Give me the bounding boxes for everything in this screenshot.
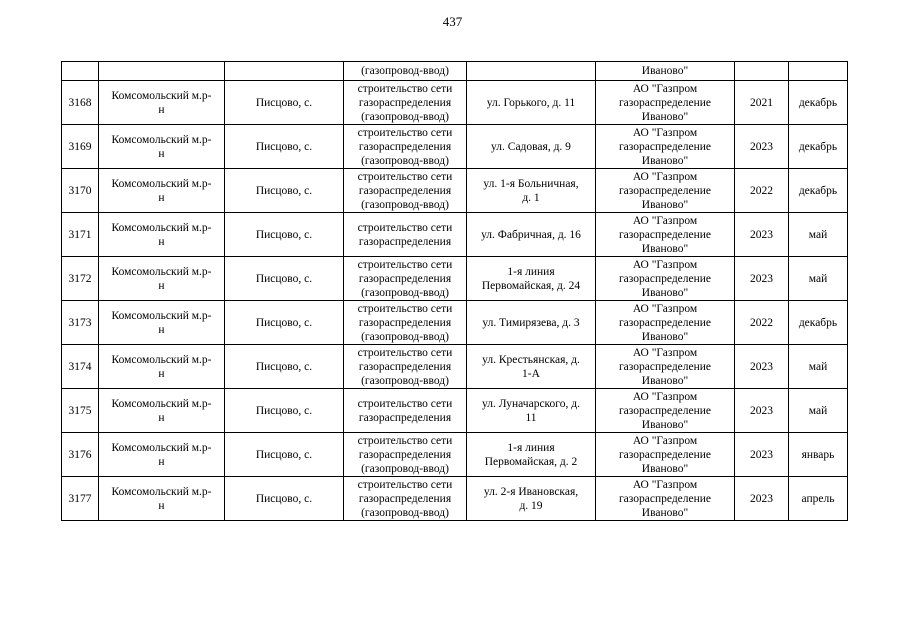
cell-org-line: газораспределение: [618, 448, 712, 461]
table-row: [62, 81, 848, 125]
cell-org-line: АО "Газпром: [632, 346, 698, 359]
cell-num: 3177: [62, 477, 99, 521]
cell-work-line: строительство сети: [357, 82, 453, 95]
cell-locality: Писцово, с.: [225, 81, 344, 125]
cell-work-line: газораспределения: [358, 492, 452, 505]
cell-district-line: н: [158, 323, 165, 336]
cell-org: [596, 169, 735, 213]
cell-org-line: АО "Газпром: [632, 214, 698, 227]
cell-district: [99, 125, 225, 169]
cell-work-line: (газопровод-ввод): [361, 462, 449, 475]
cell-year: 2023: [735, 257, 789, 301]
cell-locality: Писцово, с.: [225, 477, 344, 521]
cell-district: [99, 477, 225, 521]
cell-district-line: н: [158, 103, 165, 116]
table-row: [62, 345, 848, 389]
cell-year: 2022: [735, 301, 789, 345]
cell-work: [344, 169, 467, 213]
cell-num: 3176: [62, 433, 99, 477]
cell-address-line: ул. 2-я Ивановская,: [483, 485, 579, 498]
cell-district: [99, 169, 225, 213]
cell-address: [467, 169, 596, 213]
cell-address: [467, 345, 596, 389]
cell-work: [344, 257, 467, 301]
cell-address: [467, 81, 596, 125]
cell-work-line: (газопровод-ввод): [361, 330, 449, 343]
table-row: [62, 301, 848, 345]
cell-org: [596, 389, 735, 433]
cell-district-line: Комсомольский м.р-: [111, 221, 212, 234]
table-row: [62, 169, 848, 213]
cell-work: [344, 433, 467, 477]
cell-address: [467, 125, 596, 169]
cell-address-line: Первомайская, д. 2: [484, 455, 578, 468]
cell-month: декабрь: [789, 125, 848, 169]
cell-address: [467, 62, 596, 81]
cell-year: [735, 62, 789, 81]
cell-org-line: газораспределение: [618, 184, 712, 197]
cell-address-line: 1-я линия: [507, 441, 555, 454]
cell-locality: Писцово, с.: [225, 301, 344, 345]
cell-locality: Писцово, с.: [225, 345, 344, 389]
cell-org-line: газораспределение: [618, 316, 712, 329]
cell-district: [99, 62, 225, 81]
cell-org-line: АО "Газпром: [632, 126, 698, 139]
cell-address-line: ул. 1-я Больничная,: [483, 177, 579, 190]
cell-address-line: ул. Фабричная, д. 16: [481, 228, 581, 241]
cell-work-line: строительство сети: [357, 221, 453, 234]
cell-address-line: Первомайская, д. 24: [481, 279, 581, 292]
cell-org-line: Иваново": [641, 506, 689, 519]
continuation-row: [62, 62, 848, 81]
cell-locality: Писцово, с.: [225, 169, 344, 213]
cell-district-line: н: [158, 147, 165, 160]
cell-work-line: строительство сети: [357, 434, 453, 447]
cell-org: Иваново": [596, 62, 735, 81]
cell-org-line: Иваново": [641, 110, 689, 123]
cell-district-line: Комсомольский м.р-: [111, 353, 212, 366]
cell-num: 3173: [62, 301, 99, 345]
cell-district-line: Комсомольский м.р-: [111, 133, 212, 146]
cell-year: 2023: [735, 345, 789, 389]
cell-num: [62, 62, 99, 81]
cell-month: декабрь: [789, 301, 848, 345]
cell-district-line: Комсомольский м.р-: [111, 441, 212, 454]
cell-year: 2021: [735, 81, 789, 125]
table-row: [62, 477, 848, 521]
cell-work-line: газораспределения: [358, 316, 452, 329]
cell-month: май: [789, 213, 848, 257]
cell-work-line: строительство сети: [357, 126, 453, 139]
gas-connection-table: [61, 61, 848, 521]
cell-org: [596, 433, 735, 477]
cell-work-line: (газопровод-ввод): [361, 110, 449, 123]
cell-org-line: АО "Газпром: [632, 390, 698, 403]
cell-org-line: газораспределение: [618, 272, 712, 285]
cell-district-line: н: [158, 411, 165, 424]
cell-district-line: Комсомольский м.р-: [111, 485, 212, 498]
cell-year: 2023: [735, 433, 789, 477]
cell-work: [344, 81, 467, 125]
cell-num: 3168: [62, 81, 99, 125]
cell-work-line: газораспределения: [358, 411, 452, 424]
cell-org-line: Иваново": [641, 154, 689, 167]
cell-district-line: н: [158, 235, 165, 248]
cell-district-line: н: [158, 455, 165, 468]
cell-district: [99, 433, 225, 477]
cell-org-line: АО "Газпром: [632, 82, 698, 95]
cell-work-line: газораспределения: [358, 184, 452, 197]
cell-address-line: ул. Горького, д. 11: [486, 96, 576, 109]
cell-district-line: Комсомольский м.р-: [111, 397, 212, 410]
cell-address: [467, 213, 596, 257]
cell-district: [99, 213, 225, 257]
cell-locality: Писцово, с.: [225, 257, 344, 301]
cell-address-line: 11: [525, 411, 537, 424]
cell-month: май: [789, 389, 848, 433]
cell-district: [99, 301, 225, 345]
cell-work-line: (газопровод-ввод): [361, 198, 449, 211]
cell-locality: Писцово, с.: [225, 125, 344, 169]
cell-work-line: строительство сети: [357, 302, 453, 315]
cell-work: [344, 389, 467, 433]
cell-address-line: ул. Крестьянская, д.: [482, 353, 580, 366]
cell-month: январь: [789, 433, 848, 477]
cell-org-line: АО "Газпром: [632, 302, 698, 315]
cell-org-line: Иваново": [641, 198, 689, 211]
cell-org-line: газораспределение: [618, 360, 712, 373]
cell-district-line: н: [158, 499, 165, 512]
cell-work-line: (газопровод-ввод): [361, 374, 449, 387]
cell-locality: Писцово, с.: [225, 433, 344, 477]
cell-district-line: Комсомольский м.р-: [111, 265, 212, 278]
cell-org-line: Иваново": [641, 330, 689, 343]
cell-district-line: Комсомольский м.р-: [111, 309, 212, 322]
cell-locality: [225, 62, 344, 81]
cell-address-line: ул. Луначарского, д.: [482, 397, 580, 410]
cell-work-line: газораспределения: [358, 360, 452, 373]
cell-district-line: н: [158, 191, 165, 204]
cell-work: [344, 125, 467, 169]
cell-org: [596, 477, 735, 521]
cell-work-line: газораспределения: [358, 235, 452, 248]
table-row: [62, 433, 848, 477]
cell-work: [344, 301, 467, 345]
cell-address-line: ул. Тимирязева, д. 3: [482, 316, 580, 329]
cell-address: [467, 433, 596, 477]
cell-work-line: газораспределения: [358, 140, 452, 153]
cell-month: май: [789, 345, 848, 389]
cell-year: 2023: [735, 213, 789, 257]
table-row: [62, 125, 848, 169]
cell-district-line: н: [158, 279, 165, 292]
cell-month: декабрь: [789, 169, 848, 213]
cell-address-line: 1-А: [522, 367, 540, 380]
page-number: 437: [442, 14, 463, 29]
cell-org-line: газораспределение: [618, 404, 712, 417]
cell-num: 3170: [62, 169, 99, 213]
cell-district: [99, 389, 225, 433]
cell-address: [467, 301, 596, 345]
cell-work-line: газораспределения: [358, 272, 452, 285]
table-row: [62, 257, 848, 301]
cell-org-line: АО "Газпром: [632, 170, 698, 183]
cell-org-line: Иваново": [641, 418, 689, 431]
cell-work-line: (газопровод-ввод): [361, 154, 449, 167]
cell-work-line: строительство сети: [357, 346, 453, 359]
cell-org-line: АО "Газпром: [632, 478, 698, 491]
cell-org-line: Иваново": [641, 374, 689, 387]
cell-org: [596, 301, 735, 345]
cell-district: [99, 257, 225, 301]
cell-work: [344, 477, 467, 521]
cell-org-line: Иваново": [641, 462, 689, 475]
cell-work-line: строительство сети: [357, 170, 453, 183]
cell-num: 3169: [62, 125, 99, 169]
cell-district-line: Комсомольский м.р-: [111, 177, 212, 190]
table-row: [62, 389, 848, 433]
cell-year: 2023: [735, 477, 789, 521]
cell-work: (газопровод-ввод): [344, 62, 467, 81]
cell-month: декабрь: [789, 81, 848, 125]
cell-work-line: (газопровод-ввод): [361, 506, 449, 519]
cell-org: [596, 213, 735, 257]
cell-org-line: АО "Газпром: [632, 258, 698, 271]
cell-month: апрель: [789, 477, 848, 521]
cell-work-line: строительство сети: [357, 478, 453, 491]
cell-org-line: Иваново": [641, 286, 689, 299]
cell-org-line: Иваново": [641, 242, 689, 255]
cell-org: [596, 81, 735, 125]
cell-locality: Писцово, с.: [225, 389, 344, 433]
cell-work-line: газораспределения: [358, 448, 452, 461]
cell-org-line: газораспределение: [618, 492, 712, 505]
cell-org: [596, 125, 735, 169]
cell-month: [789, 62, 848, 81]
cell-num: 3174: [62, 345, 99, 389]
cell-address-line: ул. Садовая, д. 9: [491, 140, 571, 153]
cell-work-line: строительство сети: [357, 258, 453, 271]
cell-district: [99, 81, 225, 125]
cell-address: [467, 257, 596, 301]
cell-org: [596, 257, 735, 301]
cell-address-line: д. 19: [519, 499, 543, 512]
cell-work: [344, 213, 467, 257]
cell-district: [99, 345, 225, 389]
cell-month: май: [789, 257, 848, 301]
cell-work-line: строительство сети: [357, 397, 453, 410]
cell-org-line: газораспределение: [618, 96, 712, 109]
cell-work-line: (газопровод-ввод): [361, 286, 449, 299]
cell-work-line: газораспределения: [358, 96, 452, 109]
cell-year: 2022: [735, 169, 789, 213]
table-body: [62, 62, 848, 521]
cell-address: [467, 389, 596, 433]
cell-locality: Писцово, с.: [225, 213, 344, 257]
cell-year: 2023: [735, 125, 789, 169]
cell-org-line: газораспределение: [618, 228, 712, 241]
cell-org-line: АО "Газпром: [632, 434, 698, 447]
cell-num: 3172: [62, 257, 99, 301]
cell-org-line: газораспределение: [618, 140, 712, 153]
cell-work: [344, 345, 467, 389]
cell-address: [467, 477, 596, 521]
cell-address-line: 1-я линия: [507, 265, 555, 278]
cell-org: [596, 345, 735, 389]
cell-address-line: д. 1: [522, 191, 540, 204]
cell-num: 3171: [62, 213, 99, 257]
table-row: [62, 213, 848, 257]
cell-district-line: н: [158, 367, 165, 380]
cell-district-line: Комсомольский м.р-: [111, 89, 212, 102]
cell-num: 3175: [62, 389, 99, 433]
cell-year: 2023: [735, 389, 789, 433]
